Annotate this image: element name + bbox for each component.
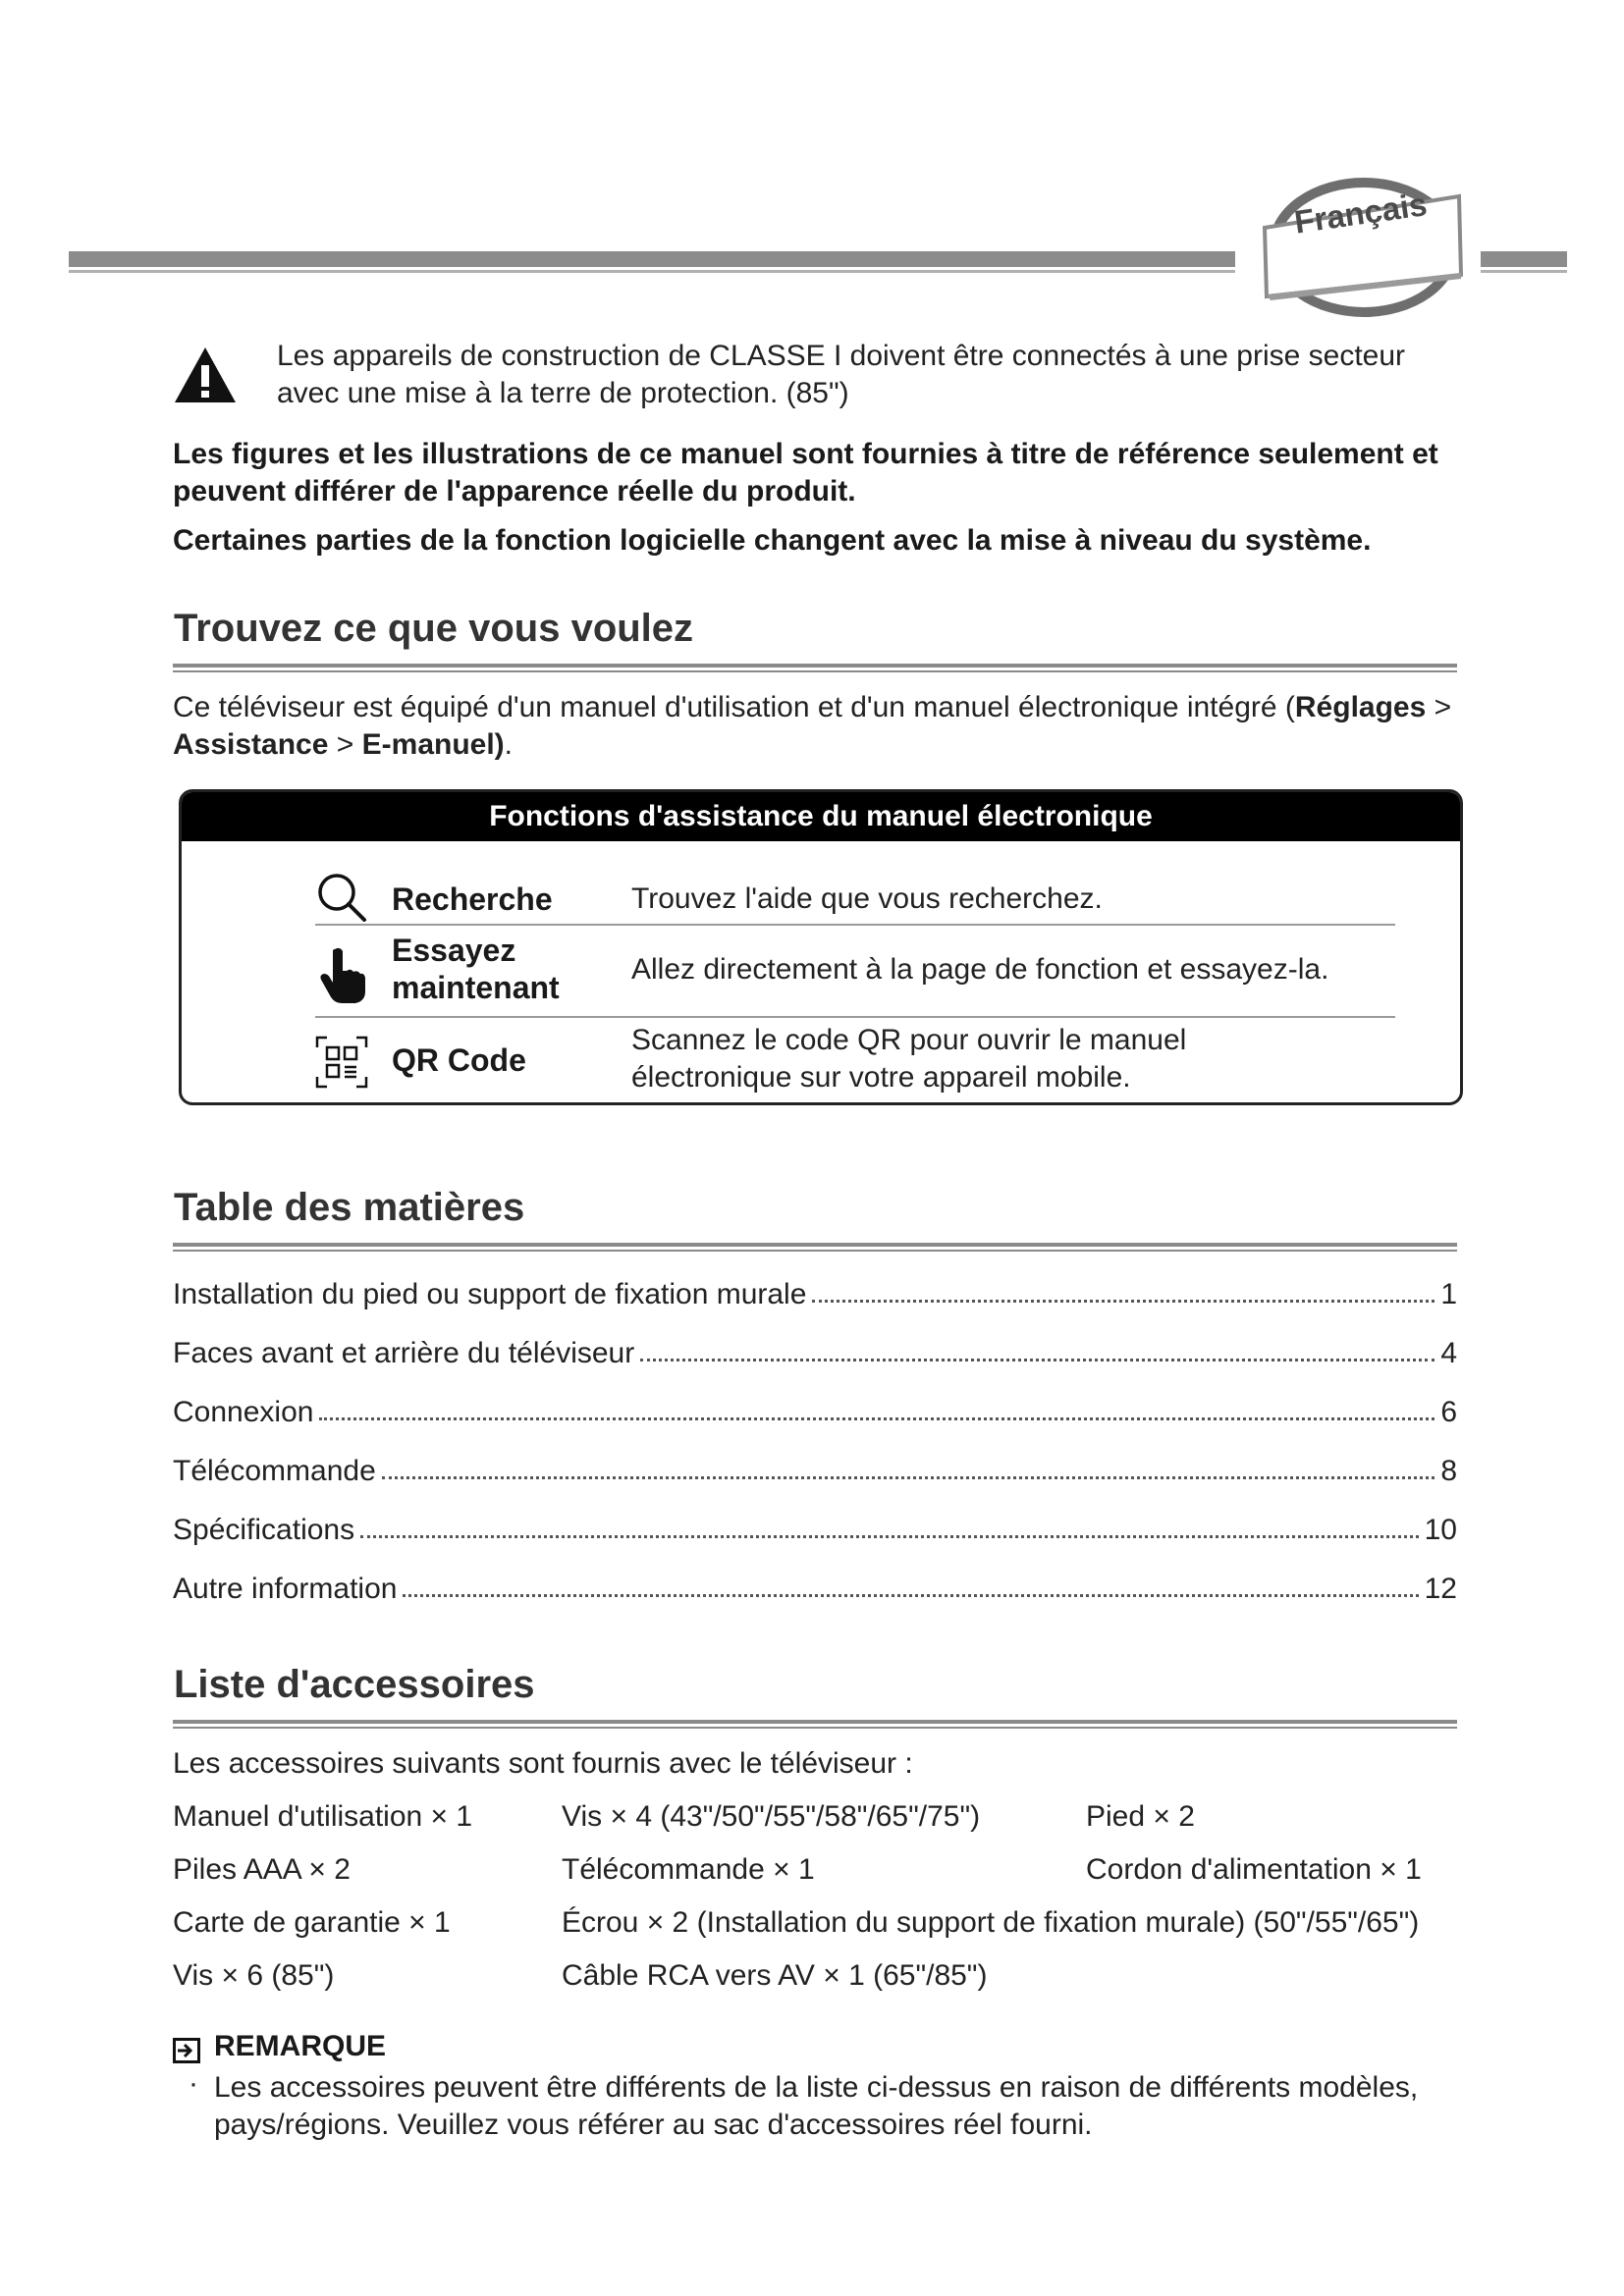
toc-item[interactable] [173,1449,1457,1488]
search-icon [315,871,368,924]
toc-leader [382,1476,1435,1479]
toc-leader [319,1417,1435,1420]
accessory-item: Écrou × 2 (Installation du support de fixation murale) (50"/55"/65") [562,1906,1420,1939]
toc-page: 1 [1440,1278,1457,1310]
toc-label: Spécifications [173,1514,355,1546]
emanual-header: Fonctions d'assistance du manuel électronique [182,792,1460,841]
emanual-desc: Trouvez l'aide que vous recherchez. [631,882,1103,915]
path-separator: > [1426,691,1452,723]
toc-leader [360,1535,1419,1538]
path-reglages: Réglages [1294,691,1427,723]
emanual-row-qr [315,1018,1395,1102]
intro-text: Ce téléviseur est équipé d'un manuel d'utilisation et d'un manuel électronique intégré ( [173,691,1295,723]
accessories-intro: Les accessoires suivants sont fournis avec le téléviseur : [173,1747,913,1780]
toc-label: Installation du pied ou support de fixation murale [173,1278,807,1310]
toc-label: Autre information [173,1573,398,1605]
accessory-item: Vis × 4 (43"/50"/55"/58"/65"/75") [562,1800,981,1833]
emanual-features-box [179,789,1463,1105]
accessory-item: Vis × 6 (85") [173,1959,335,1992]
note-text: Les accessoires peuvent être différents de la liste ci-dessus en raison de différents modèles, pays/régions. Veuillez vous référer au sac d'accessoires réel fourni. [214,2071,1419,2141]
accessory-item: Carte de garantie × 1 [173,1906,451,1939]
toc-label: Télécommande [173,1455,376,1487]
intro-suffix: . [504,728,514,761]
find-intro [173,689,1459,764]
emanual-label: Essayez [392,933,516,968]
section-title-find: Trouvez ce que vous voulez [174,607,694,650]
toc-page: 4 [1440,1337,1457,1369]
header-rule-left [69,251,1235,267]
emanual-label: QR Code [392,1042,526,1078]
toc-item[interactable] [173,1508,1457,1547]
toc-page: 8 [1440,1455,1457,1487]
toc-item[interactable] [173,1567,1457,1606]
toc-item[interactable] [173,1272,1457,1311]
emanual-row-try-now [315,926,1395,1016]
toc-leader [812,1300,1435,1303]
emanual-label-line2: maintenant [392,970,560,1005]
hand-pointer-icon [315,945,368,998]
toc-page: 6 [1440,1396,1457,1428]
accessory-item: Télécommande × 1 [562,1853,815,1886]
section-title-accessories: Liste d'accessoires [174,1663,535,1706]
language-badge-graphic [1241,167,1477,324]
toc-leader [640,1359,1435,1362]
emanual-desc: Allez directement à la page de fonction et essayez-la. [631,953,1329,986]
header-rule-right [1481,251,1567,267]
accessory-item: Câble RCA vers AV × 1 (65"/85") [562,1959,988,1992]
toc-item[interactable] [173,1331,1457,1370]
toc-leader [403,1594,1418,1597]
section-rule [173,664,1457,667]
note-arrow-icon [173,2038,200,2063]
path-assistance: Assistance [173,728,329,761]
warning-icon [173,346,238,404]
language-badge [1241,167,1477,324]
section-title-toc: Table des matières [174,1186,525,1229]
toc-label: Faces avant et arrière du téléviseur [173,1337,635,1369]
accessory-item: Cordon d'alimentation × 1 [1086,1853,1422,1886]
path-separator: > [328,728,362,761]
toc-label: Connexion [173,1396,314,1428]
warning-text: Les appareils de construction de CLASSE I doivent être connectés à une prise secteur avec une mise à la terre de protection. (85") [277,340,1406,409]
toc-page: 10 [1424,1514,1457,1546]
emanual-desc-line2: électronique sur votre appareil mobile. [631,1061,1131,1094]
emanual-label: Recherche [392,881,553,917]
toc-page: 12 [1424,1573,1457,1605]
section-rule [173,1720,1457,1724]
emanual-desc: Scannez le code QR pour ouvrir le manuel [631,1024,1187,1056]
toc-item[interactable] [173,1390,1457,1429]
path-emanuel: E-manuel) [361,728,505,761]
note-bullet: · [189,2067,198,2100]
notice-figures: Les figures et les illustrations de ce manuel sont fournies à titre de référence seulement et peuvent différer de l'apparence réelle du produit. [173,438,1438,507]
accessory-item: Pied × 2 [1086,1800,1195,1833]
accessory-item: Piles AAA × 2 [173,1853,351,1886]
accessory-item: Manuel d'utilisation × 1 [173,1800,473,1833]
language-label: Français [1292,186,1430,240]
qr-code-icon [315,1036,368,1089]
note-title: REMARQUE [214,2030,387,2062]
section-rule [173,1243,1457,1247]
notice-software: Certaines parties de la fonction logicielle changent avec la mise à niveau du système. [173,524,1372,557]
